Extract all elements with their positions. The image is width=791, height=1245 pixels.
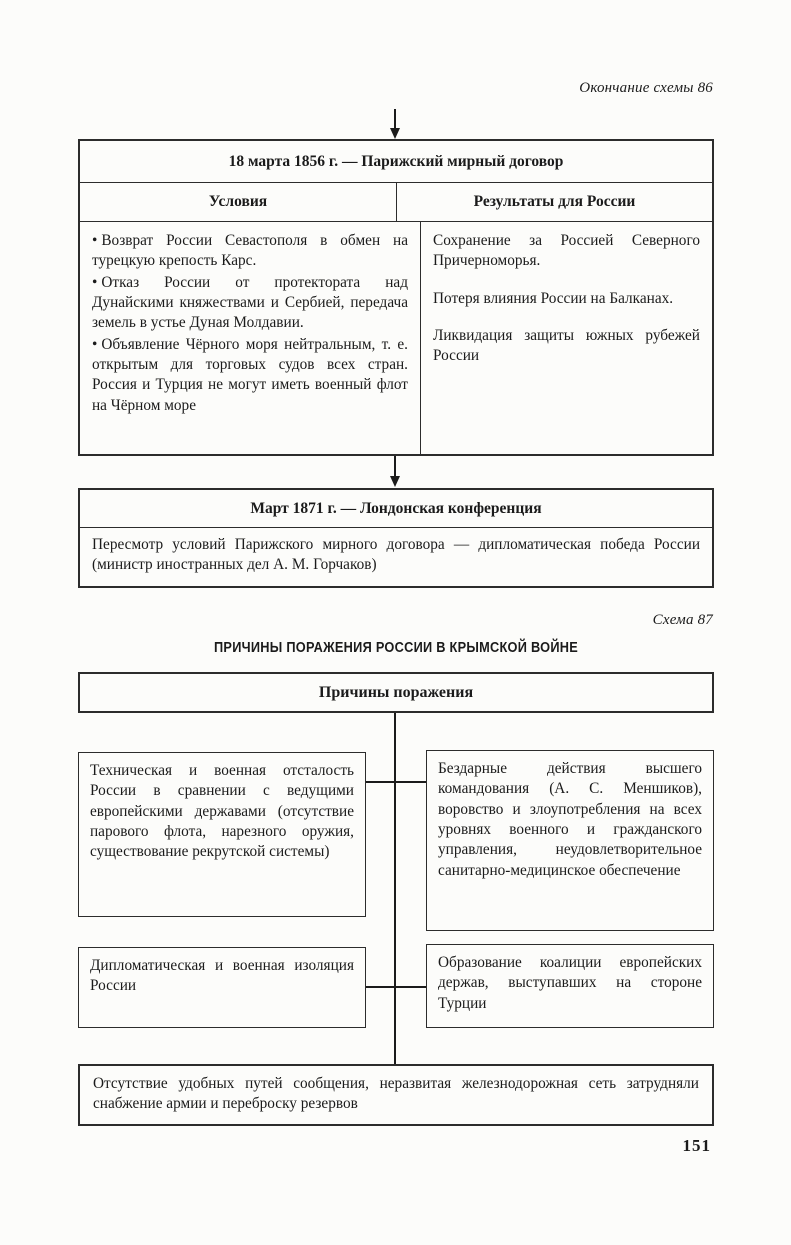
down-arrow-head-icon [390, 476, 400, 487]
column-header-conditions: Условия [80, 183, 397, 221]
cause-box-command-failures: Бездарные действия высшего командования (А. С. Меншиков), воровство и злоупотребления на всех уровнях военного и гражданского управления, неудовлетворительное санитарно-медицинское обеспечение [426, 750, 714, 931]
cause-box-technical-backwardness: Техническая и военная отсталость России в сравнении с ведущими европейскими державами (отсутствие парового флота, нарезного оружия, существование рекрутской системы) [78, 752, 366, 917]
result-item: Потеря влияния России на Балканах. [433, 289, 674, 307]
schema-label: Схема 87 [652, 612, 713, 628]
connector-vertical-line [394, 713, 396, 1065]
conference-body: Пересмотр условий Парижского мирного договора — дипломатическая победа России (министр иностранных дел А. М. Горчаков) [92, 536, 700, 574]
down-arrow-icon [394, 109, 396, 130]
bullet-icon: • [92, 273, 98, 291]
cause-box-transport-problems: Отсутствие удобных путей сообщения, неразвитая железнодорожная сеть затрудняли снабжение армии и переброску резервов [78, 1064, 714, 1126]
condition-item: • Объявление Чёрного моря нейтральным, т. е. открытым для торговых судов всех стран. Россия и Турция не могут иметь военный флот на Чёрном море [92, 335, 408, 414]
cause-box-european-coalition: Образование коалиции европейских держав, выступавших на стороне Турции [426, 944, 714, 1028]
bullet-icon: • [92, 232, 98, 249]
root-cause-box: Причины поражения [78, 672, 714, 713]
condition-item: • Отказ России от протектората над Дунайскими княжествами и Сербией, передача земель в устье Дуная Молдавии. [92, 273, 408, 332]
conditions-cell [80, 222, 421, 455]
continuation-label: Окончание схемы 86 [579, 80, 713, 96]
cause-box-diplomatic-isolation: Дипломатическая и военная изоляция России [78, 947, 366, 1028]
down-arrow-icon [394, 456, 396, 477]
connector-horizontal-line [366, 986, 426, 988]
bullet-icon: • [92, 335, 98, 353]
condition-item: • Возврат России Севастополя в обмен на турецкую крепость Карс. [92, 232, 408, 270]
treaty-table-title: 18 марта 1856 г. — Парижский мирный договор [80, 141, 712, 183]
results-cell [421, 222, 712, 455]
conference-title: Март 1871 г. — Лондонская конференция [80, 490, 712, 528]
paris-treaty-table [78, 139, 714, 456]
page-number: 151 [682, 1136, 711, 1155]
connector-horizontal-line [366, 781, 426, 783]
result-item: Сохранение за Россией Северного Причерноморья. [433, 232, 700, 270]
london-conference-box [78, 488, 714, 588]
column-header-results: Результаты для России [473, 193, 636, 210]
result-item: Ликвидация защиты южных рубежей России [433, 327, 700, 365]
schema-title: ПРИЧИНЫ ПОРАЖЕНИЯ РОССИИ В КРЫМСКОЙ ВОЙНЕ [213, 640, 579, 656]
down-arrow-head-icon [390, 128, 400, 139]
